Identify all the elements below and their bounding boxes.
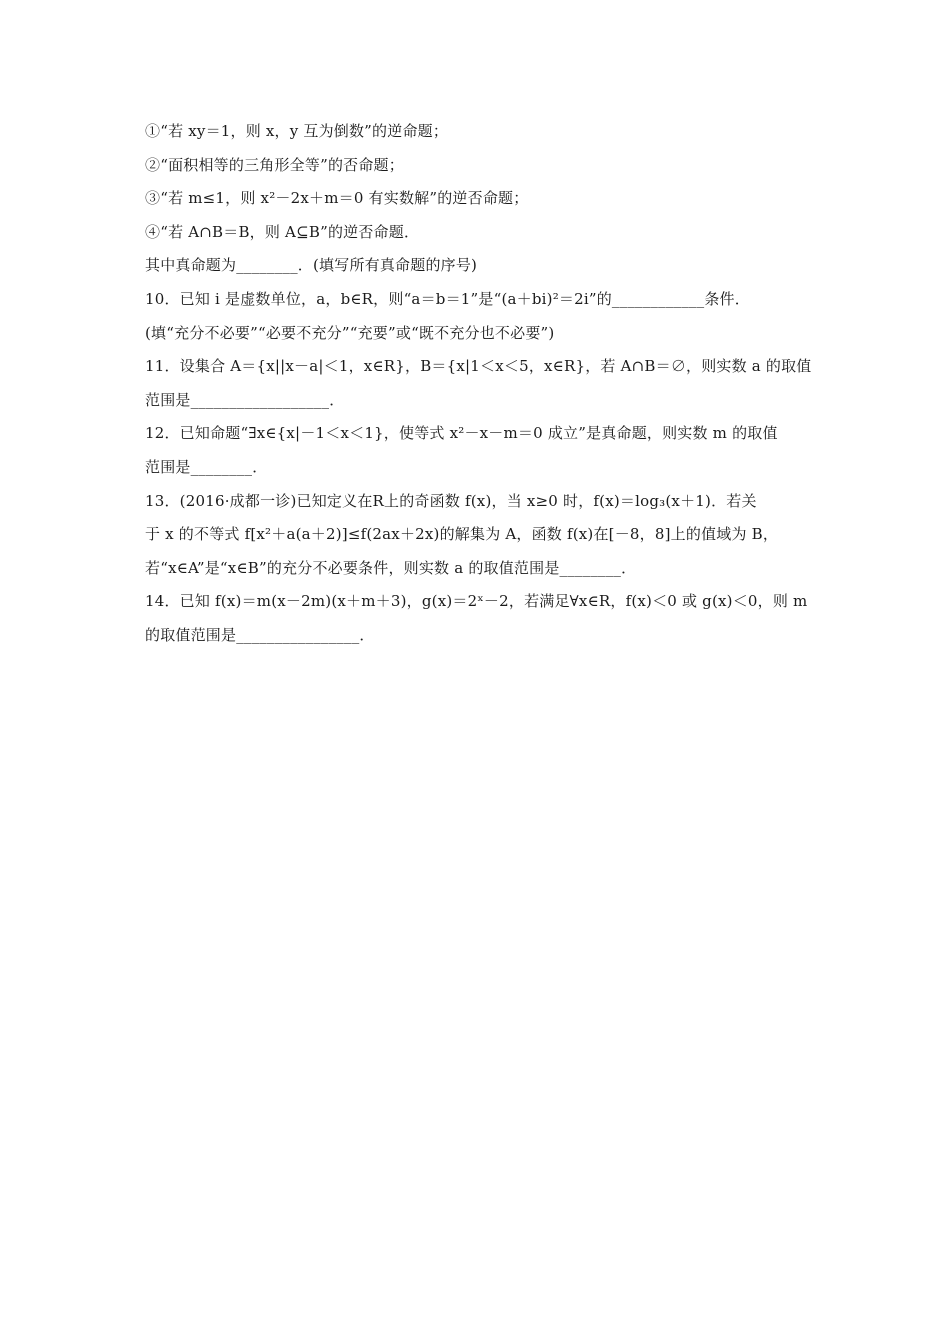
q10-line-2: (填“充分不必要”“必要不充分”“充要”或“既不充分也不必要”): [145, 323, 555, 342]
q9-option-2: ②“面积相等的三角形全等”的否命题；: [145, 155, 404, 174]
q9-option-3: ③“若 m≤1，则 x²－2x＋m＝0 有实数解”的逆否命题；: [145, 189, 529, 208]
q9-option-4: ④“若 A∩B＝B，则 A⊆B”的逆否命题．: [145, 222, 420, 241]
q12-line-2: 范围是________．: [145, 457, 268, 476]
q13-line-3: 若“x∈A”是“x∈B”的充分不必要条件，则实数 a 的取值范围是________．: [145, 558, 637, 577]
q14-line-1: 14．已知 f(x)＝m(x－2m)(x＋m＋3)，g(x)＝2ˣ－2，若满足∀x∈R，f(x)＜0 或 g(x)＜0，则 m: [145, 592, 808, 611]
q13-line-1: 13．(2016·成都一诊)已知定义在R上的奇函数 f(x)，当 x≥0 时，f(x)＝log₃(x＋1)．若关: [145, 491, 757, 510]
q10-line-1: 10．已知 i 是虚数单位，a，b∈R，则“a＝b＝1”是“(a＋bi)²＝2i”的____________条件．: [145, 289, 750, 308]
q11-line-2: 范围是__________________．: [145, 390, 345, 409]
q13-line-2: 于 x 的不等式 f[x²＋a(a＋2)]≤f(2ax＋2x)的解集为 A，函数 f(x)在[－8，8]上的值域为 B，: [145, 525, 779, 544]
q14-line-2: 的取值范围是________________．: [145, 625, 375, 644]
question-text: [145, 121, 825, 659]
q12-line-1: 12．已知命题“∃x∈{x|－1＜x＜1}，使等式 x²－x－m＝0 成立”是真命题，则实数 m 的取值: [145, 424, 778, 443]
q11-line-1: 11．设集合 A＝{x||x－a|＜1，x∈R}，B＝{x|1＜x＜5，x∈R}，若 A∩B＝∅，则实数 a 的取值: [145, 357, 812, 376]
q9-option-1: ①“若 xy＝1，则 x，y 互为倒数”的逆命题；: [145, 122, 449, 140]
q9-prompt: 其中真命题为________．(填写所有真命题的序号): [145, 256, 478, 275]
